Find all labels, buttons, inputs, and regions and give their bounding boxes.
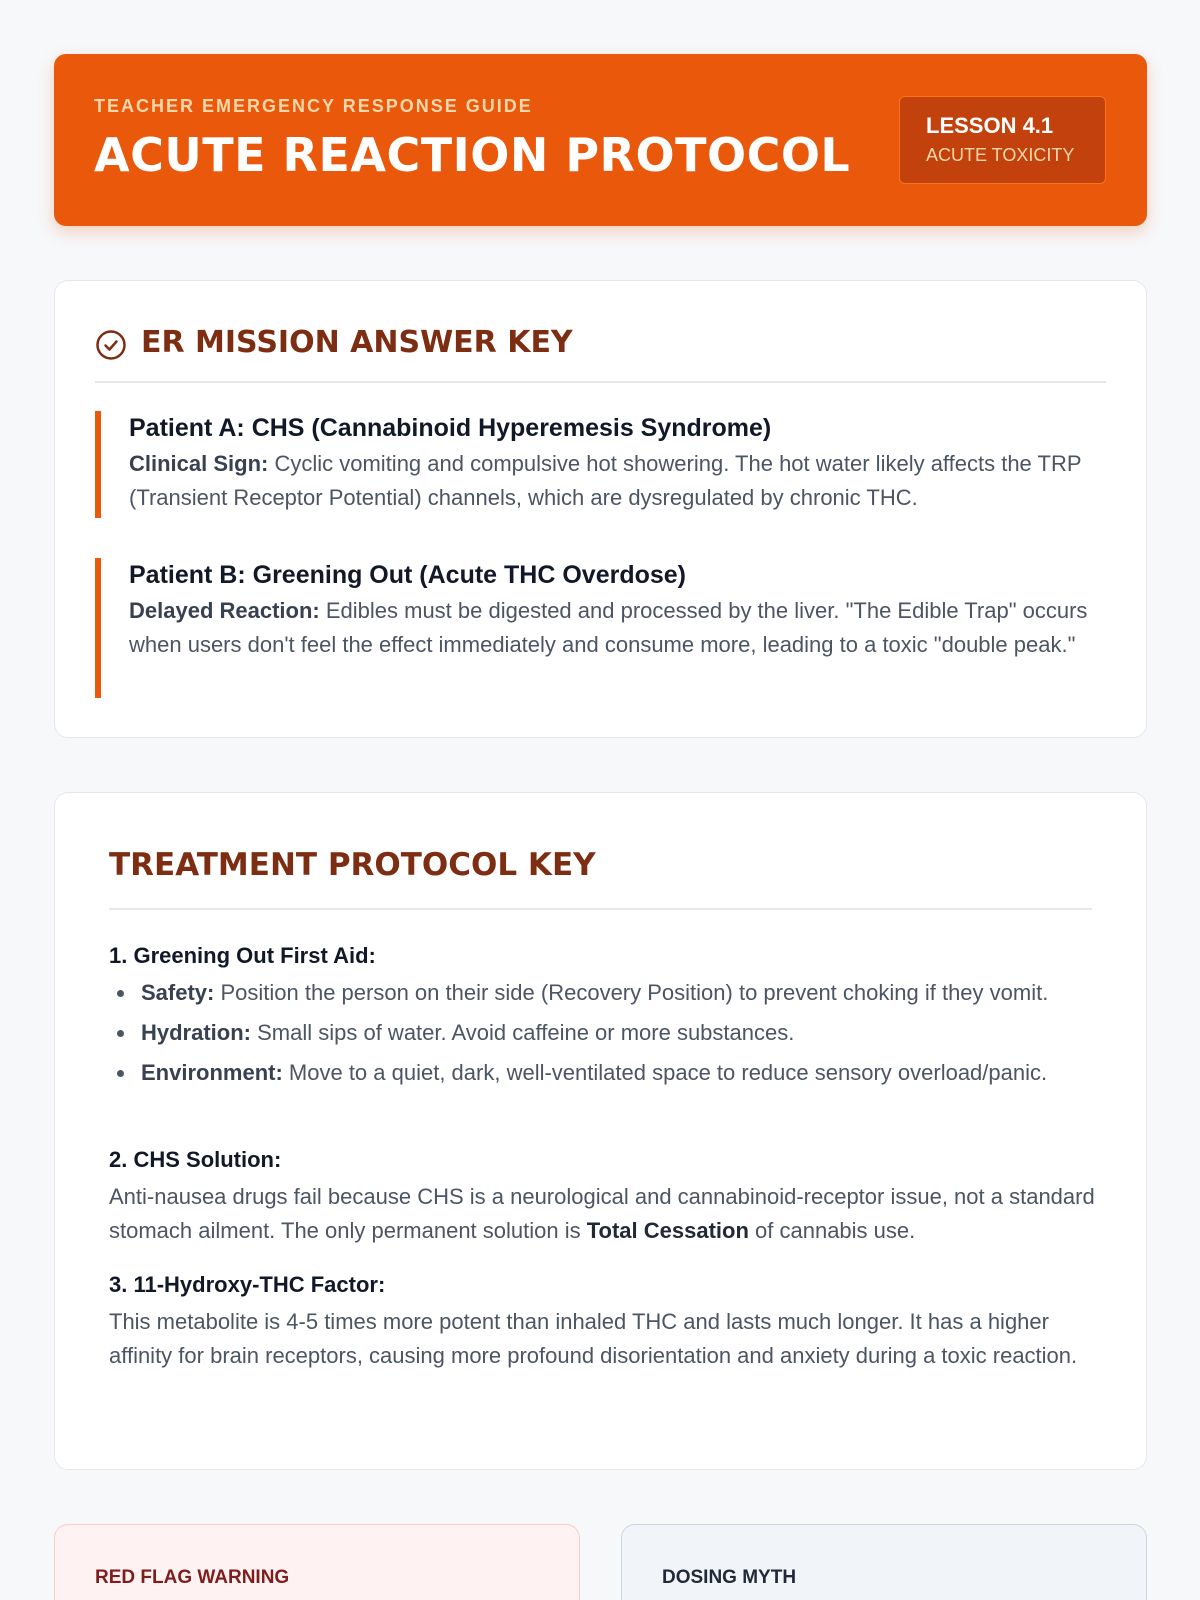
answer-key-header [95, 325, 1106, 383]
answer-item [95, 558, 1106, 698]
list-item [141, 1056, 1096, 1090]
title-divider [109, 908, 1092, 910]
list-item-label: Environment: [141, 1060, 283, 1085]
first-aid-list [141, 976, 1096, 1096]
list-item [141, 1016, 1096, 1050]
answer-item-title: Patient B: Greening Out (Acute THC Overdose) [129, 561, 687, 589]
header-eyebrow: TEACHER EMERGENCY RESPONSE GUIDE [94, 96, 533, 116]
answer-item-body [129, 447, 1106, 515]
section-emphasis: Total Cessation [586, 1218, 749, 1243]
section-body [109, 1180, 1096, 1248]
red-flag-label: RED FLAG WARNING [95, 1567, 290, 1588]
answer-item-label: Clinical Sign: [129, 451, 269, 476]
list-item-label: Safety: [141, 980, 215, 1005]
answer-item-label: Delayed Reaction: [129, 598, 320, 623]
list-item-text: Position the person on their side (Recovery Position) to prevent choking if they vomit. [214, 980, 1049, 1005]
treatment-protocol-card [54, 792, 1147, 1470]
list-item-text: Small sips of water. Avoid caffeine or more substances. [251, 1020, 795, 1045]
red-flag-card [54, 1524, 580, 1600]
lesson-badge [899, 96, 1106, 184]
treatment-title: TREATMENT PROTOCOL KEY [109, 847, 596, 883]
lesson-topic: ACUTE TOXICITY [926, 145, 1075, 165]
answer-key-card [54, 280, 1147, 738]
list-item-text: Move to a quiet, dark, well-ventilated space to reduce sensory overload/panic. [282, 1060, 1048, 1085]
section-body: This metabolite is 4-5 times more potent than inhaled THC and lasts much longer. It has a higher affinity for brain receptors, causing more profound disorientation and anxiety during a toxic reaction. [109, 1309, 1078, 1368]
page-title: ACUTE REACTION PROTOCOL [94, 128, 851, 182]
section-text: of cannabis use. [748, 1218, 916, 1243]
lesson-number: LESSON 4.1 [926, 113, 1054, 138]
answer-item-text: Edibles must be digested and processed by the liver. "The Edible Trap" occurs when users don't feel the effect immediately and consume more, leading to a toxic "double peak." [129, 598, 1088, 657]
answer-item-title: Patient A: CHS (Cannabinoid Hyperemesis Syndrome) [129, 414, 772, 442]
check-circle-icon [95, 329, 127, 361]
answer-item-body [129, 594, 1106, 662]
section-heading: 1. Greening Out First Aid: [109, 943, 376, 968]
section-text: Anti-nausea drugs fail because CHS is a neurological and cannabinoid-receptor issue, not a standard stomach ailment. The only permanent solution is [109, 1184, 1095, 1243]
dosing-myth-card [621, 1524, 1147, 1600]
list-item [141, 976, 1096, 1010]
section-heading: 2. CHS Solution: [109, 1147, 282, 1172]
answer-key-title: ER MISSION ANSWER KEY [141, 325, 573, 360]
header-banner [54, 54, 1147, 226]
dosing-myth-label: DOSING MYTH [662, 1567, 797, 1588]
answer-item-text: Cyclic vomiting and compulsive hot showering. The hot water likely affects the TRP (Transient Receptor Potential) channels, which are dysregulated by chronic THC. [129, 451, 1082, 510]
answer-item [95, 411, 1106, 518]
list-item-label: Hydration: [141, 1020, 251, 1045]
section-heading: 3. 11-Hydroxy-THC Factor: [109, 1272, 386, 1297]
